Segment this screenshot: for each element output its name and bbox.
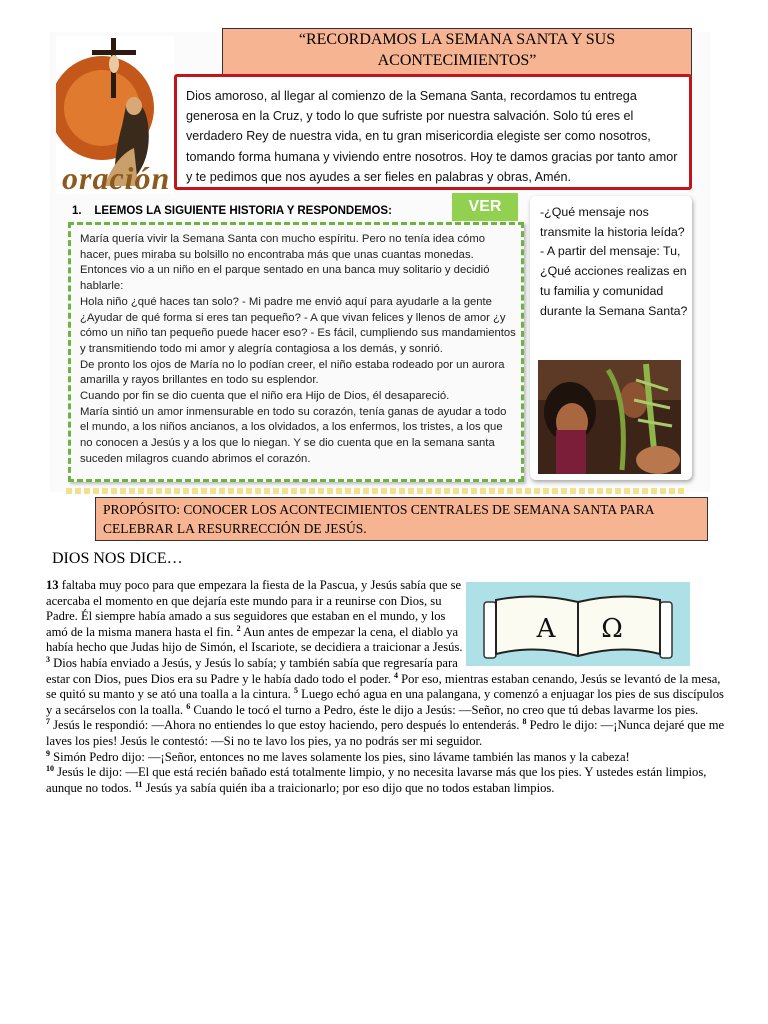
decorative-strip bbox=[66, 488, 686, 494]
verse-number: 5 bbox=[293, 685, 298, 695]
verse-number: 6 bbox=[186, 701, 191, 711]
page-title: “RECORDAMOS LA SEMANA SANTA Y SUS ACONTECIMIENTOS” bbox=[298, 31, 616, 69]
verse-3: Dios había enviado a Jesús, y Jesús lo sabía; y también sabía que regresaría para estar con Dios, pues Dios era su Padre y le había dado todo el poder. bbox=[46, 655, 458, 686]
alpha-letter: A bbox=[536, 614, 556, 644]
verse-11: Jesús ya sabía quién iba a traicionarlo; por eso dijo que no todos estaban limpios. bbox=[145, 780, 555, 795]
verse-number: 7 bbox=[46, 717, 50, 727]
oracion-logo-text: oración bbox=[62, 160, 171, 196]
verse-4: Por eso, mientras estaban cenando, Jesús se levantó de la mesa, se quitó su manto y se ató una toalla a la cintura. bbox=[46, 671, 721, 702]
story-paragraph: Hola niño ¿qué haces tan solo? - Mi padre me envió aquí para ayudarle a la gente ¿Ayudar de qué forma si eres tan pequeño? - A que vivan felices y llenos de amor ¿y cómo un niño tan pequeño puede hacer eso? - Es fácil, cumpliendo sus mandamientos y transmitiendo todo mi amor y alegría contagiosa a los demás, y sonrió. bbox=[80, 295, 516, 355]
section-number: 1. bbox=[72, 205, 82, 217]
omega-letter: Ω bbox=[601, 614, 623, 644]
prayer-text: Dios amoroso, al llegar al comienzo de la Semana Santa, recordamos tu entrega generosa en la Cruz, y todo lo que sufriste por nuestra salvación. Solo tú eres el verdadero Rey de nuestra vida, en tu gran misericordia elegiste ser como nosotros, tomando forma humana y viviendo entre nosotros. Hoy te damos gracias por tanto amor y te pedimos que nos ayudes a ser fieles en palabras y obras, Amén. bbox=[186, 89, 678, 184]
story-paragraph: De pronto los ojos de María no lo podían creer, el niño estaba rodeado por un aurora amarilla y rayos brillantes en todo su esplendor. bbox=[80, 358, 505, 387]
question-2: - A partir del mensaje: Tu, ¿Qué acciones realizas en tu familia y comunidad durante la Semana Santa? bbox=[540, 244, 688, 318]
verse-10: Jesús le dijo: —El que está recién bañado está totalmente limpio, y no necesita lavarse más que los pies. Y ustedes están limpios, aunque no todos. bbox=[46, 765, 707, 795]
question-1: -¿Qué mensaje nos transmite la historia leída? bbox=[540, 205, 685, 239]
verse-number: 8 bbox=[522, 717, 527, 727]
chapter-number: 13 bbox=[46, 578, 59, 592]
bible-passage bbox=[46, 578, 726, 796]
section-heading-text: LEEMOS LA SIGUIENTE HISTORIA Y RESPONDEMOS: bbox=[94, 205, 392, 217]
page-title-box bbox=[222, 28, 692, 76]
scripture-title: DIOS NOS DICE… bbox=[52, 550, 183, 567]
verse-number: 9 bbox=[46, 748, 50, 758]
section-heading bbox=[72, 205, 392, 217]
verse-8: Pedro le dijo: —¡Nunca dejaré que me laves los pies! Jesús le contestó: —Si no te lavo los pies, ya no podrás ser mi seguidor. bbox=[46, 718, 725, 748]
verse-number: 2 bbox=[236, 623, 241, 633]
ver-tag: VER bbox=[452, 193, 518, 221]
story-text bbox=[80, 232, 516, 468]
verse-number: 10 bbox=[46, 763, 54, 773]
verse-9: Simón Pedro dijo: —¡Señor, entonces no me laves solamente los pies, sino lávame también las manos y la cabeza! bbox=[53, 749, 630, 764]
palm-sunday-photo bbox=[538, 360, 681, 474]
verse-5: Luego echó agua en una palangana, y comenzó a enjuagar los pies de sus discípulos y a secárselos con la toalla. bbox=[46, 687, 724, 717]
verse-number: 3 bbox=[46, 654, 50, 664]
story-paragraph: María quería vivir la Semana Santa con mucho espíritu. Pero no tenía idea cómo hacer, pues miraba su bolsillo no encontraba más que unas cuantas monedas. Entonces vio a un niño en el parque sentado en una banca muy solitario y decidió hablarle: bbox=[80, 233, 490, 293]
story-paragraph: María sintió un amor inmensurable en todo su corazón, tenía ganas de ayudar a todo el mundo, a los niños ancianos, a los olvidados, a los enfermos, los tristes, a los que no conocen a Jesús y a los que lo niegan. Y se dio cuenta que en la semana santa suceden milagros cuando abrimos el corazón. bbox=[80, 405, 507, 465]
verse-1: faltaba muy poco para que empezara la fiesta de la Pascua, y Jesús sabía que se acercaba el momento en que dejaría este mundo para ir a reunirse con Dios, su Padre. Él siempre había amado a sus seguidores que estaban en el mundo, y los amó de la misma manera hasta el fin. bbox=[46, 578, 462, 639]
questions-text bbox=[540, 203, 690, 321]
purpose-text: PROPÓSITO: CONOCER LOS ACONTECIMIENTOS CENTRALES DE SEMANA SANTA PARA CELEBRAR LA RESURRECCIÓN DE JESÚS. bbox=[103, 502, 654, 536]
verse-6: Cuando le tocó el turno a Pedro, éste le dijo a Jesús: —Señor, no creo que tú debas lavarme los pies. bbox=[193, 702, 699, 717]
verse-7: Jesús le respondió: —Ahora no entiendes lo que estoy haciendo, pero después lo entenderás. bbox=[53, 718, 520, 733]
verse-2: Aun antes de empezar la cena, el diablo ya había hecho que Judas hijo de Simón, el Iscariote, se decidiera a traicionar a Jesús. bbox=[46, 624, 463, 655]
verse-number: 11 bbox=[134, 779, 143, 789]
story-paragraph: Cuando por fin se dio cuenta que el niño era Hijo de Dios, él desapareció. bbox=[80, 390, 450, 403]
verse-number: 4 bbox=[394, 670, 398, 680]
